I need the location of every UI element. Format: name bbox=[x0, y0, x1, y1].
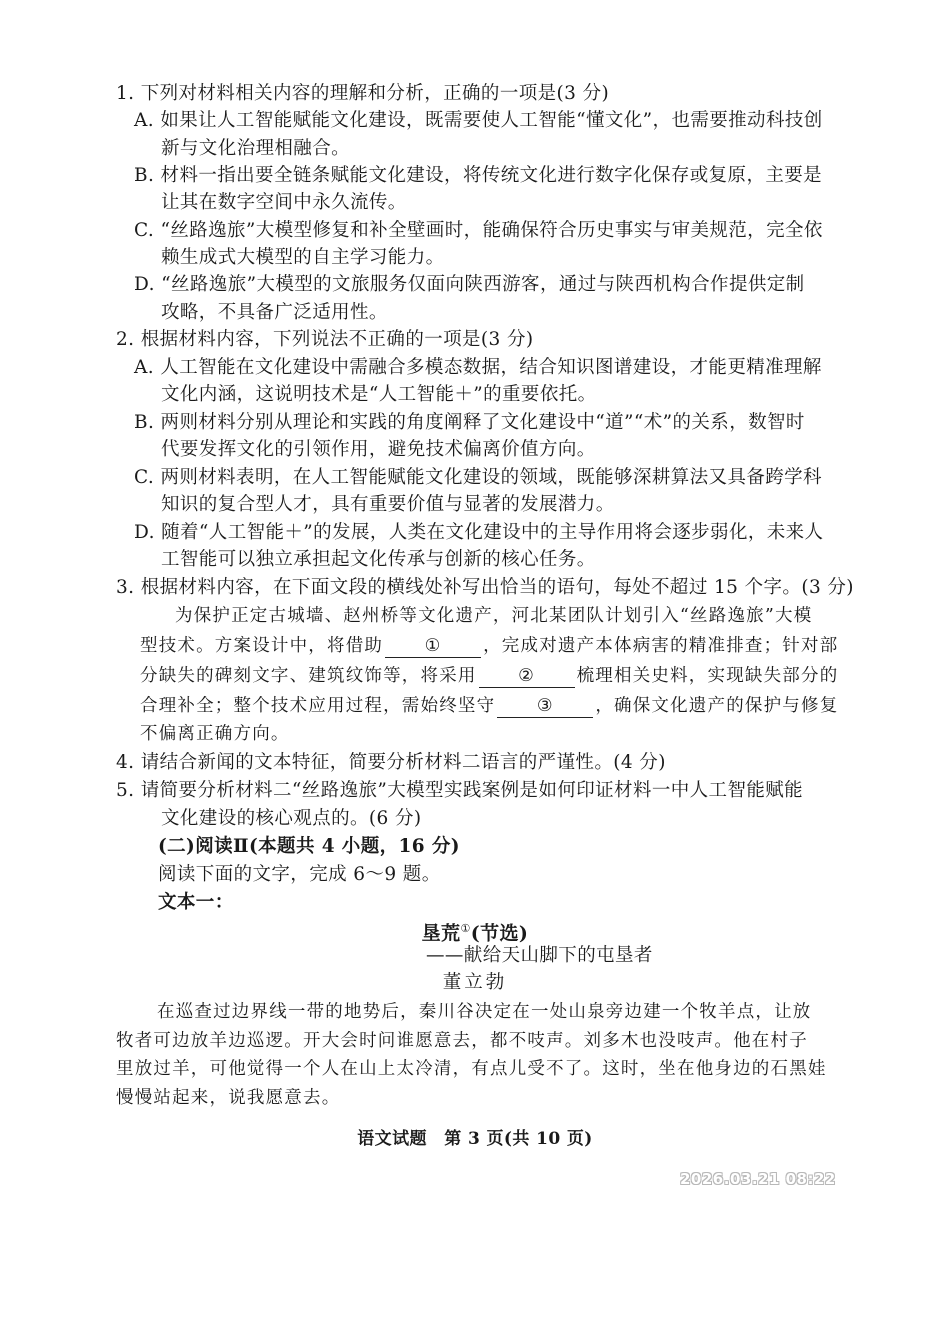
question-2-option-b: B. 两则材料分别从理论和实践的角度阐释了文化建设中“道”“术”的关系，数智时 bbox=[134, 412, 805, 433]
question-2-option-c-cont: 知识的复合型人才，具有重要价值与显著的发展潜力。 bbox=[161, 494, 615, 515]
question-1-option-b-cont: 让其在数字空间中永久流传。 bbox=[161, 192, 407, 213]
question-2-option-b-cont: 代要发挥文化的引领作用，避免技术偏离价值方向。 bbox=[161, 439, 596, 460]
question-3-passage-line: 型技术。方案设计中，将借助 ① ，完成对遗产本体病害的精准排查；针对部 bbox=[140, 636, 839, 656]
question-1-stem: 1. 下列对材料相关内容的理解和分析，正确的一项是(3 分) bbox=[116, 83, 610, 104]
question-3-passage-line: 不偏离正确方向。 bbox=[140, 724, 290, 744]
question-5-stem-cont: 文化建设的核心观点的。(6 分) bbox=[161, 808, 422, 829]
question-3-stem: 3. 根据材料内容，在下面文段的横线处补写出恰当的语句，每处不超过 15 个字。(3 分) bbox=[116, 577, 854, 598]
question-2-option-d-cont: 工智能可以独立承担起文化传承与创新的核心任务。 bbox=[161, 549, 596, 570]
scan-timestamp: 2026.03.21 08:22 bbox=[680, 1170, 836, 1188]
page-footer: 语文试题 第 3 页(共 10 页) bbox=[357, 1129, 593, 1149]
text-label: 文本一： bbox=[158, 892, 234, 913]
question-1-option-a-cont: 新与文化治理相融合。 bbox=[161, 138, 351, 159]
question-1-option-a: A. 如果让人工智能赋能文化建设，既需要使人工智能“懂文化”，也需要推动科技创 bbox=[134, 110, 823, 131]
question-2-option-a-cont: 文化内涵，这说明技术是“人工智能＋”的重要依托。 bbox=[161, 384, 597, 405]
question-4-stem: 4. 请结合新闻的文本特征，简要分析材料二语言的严谨性。(4 分) bbox=[116, 752, 666, 773]
section-heading: (二)阅读Ⅱ(本题共 4 小题，16 分) bbox=[158, 836, 460, 857]
section-instruction: 阅读下面的文字，完成 6～9 题。 bbox=[158, 864, 441, 885]
question-2-option-a: A. 人工智能在文化建设中需融合多模态数据，结合知识图谱建设，才能更精准理解 bbox=[134, 357, 822, 378]
question-5-stem: 5. 请简要分析材料二“丝路逸旅”大模型实践案例是如何印证材料一中人工智能赋能 bbox=[116, 780, 804, 801]
question-1-option-b: B. 材料一指出要全链条赋能文化建设，将传统文化进行数字化保存或复原，主要是 bbox=[134, 165, 823, 186]
question-1-option-c-cont: 赖生成式大模型的自主学习能力。 bbox=[161, 247, 445, 268]
story-subtitle: ——献给天山脚下的屯垦者 bbox=[426, 945, 653, 966]
question-3-passage-line: 合理补全；整个技术应用过程，需始终坚守 ③ ，确保文化遗产的保护与修复 bbox=[140, 696, 839, 716]
story-line: 牧者可边放羊边巡逻。开大会时问谁愿意去，都不吱声。刘多木也没吱声。他在村子 bbox=[116, 1031, 808, 1051]
answer-blank-2: ② bbox=[479, 665, 575, 688]
question-3-passage-line: 分缺失的碑刻文字、建筑纹饰等，将采用 ② 梳理相关史料，实现缺失部分的 bbox=[140, 666, 839, 686]
question-3-passage-line: 为保护正定古城墙、赵州桥等文化遗产，河北某团队计划引入“丝路逸旅”大模 bbox=[175, 606, 813, 626]
question-2-option-d: D. 随着“人工智能＋”的发展，人类在文化建设中的主导作用将会逐步弱化，未来人 bbox=[134, 522, 824, 543]
story-line: 在巡查过边界线一带的地势后，秦川谷决定在一处山泉旁边建一个牧羊点，让放 bbox=[157, 1002, 812, 1022]
question-2-option-c: C. 两则材料表明，在人工智能赋能文化建设的领域，既能够深耕算法又具备跨学科 bbox=[134, 467, 822, 488]
question-2-stem: 2. 根据材料内容，下列说法不正确的一项是(3 分) bbox=[116, 329, 534, 350]
story-title: 垦荒①(节选) bbox=[421, 922, 529, 945]
story-line: 慢慢站起来，说我愿意去。 bbox=[116, 1088, 341, 1108]
question-1-option-c: C. “丝路逸旅”大模型修复和补全壁画时，能确保符合历史事实与审美规范，完全依 bbox=[134, 220, 823, 241]
story-author: 董立勃 bbox=[442, 972, 508, 993]
title-footnote-mark: ① bbox=[460, 922, 471, 935]
question-1-option-d-cont: 攻略，不具备广泛适用性。 bbox=[161, 302, 388, 323]
answer-blank-3: ③ bbox=[497, 695, 593, 718]
question-1-option-d: D. “丝路逸旅”大模型的文旅服务仅面向陕西游客，通过与陕西机构合作提供定制 bbox=[134, 274, 805, 295]
answer-blank-1: ① bbox=[385, 635, 481, 658]
story-line: 里放过羊，可他觉得一个人在山上太冷清，有点儿受不了。这时，坐在他身边的石黑娃 bbox=[116, 1059, 827, 1079]
